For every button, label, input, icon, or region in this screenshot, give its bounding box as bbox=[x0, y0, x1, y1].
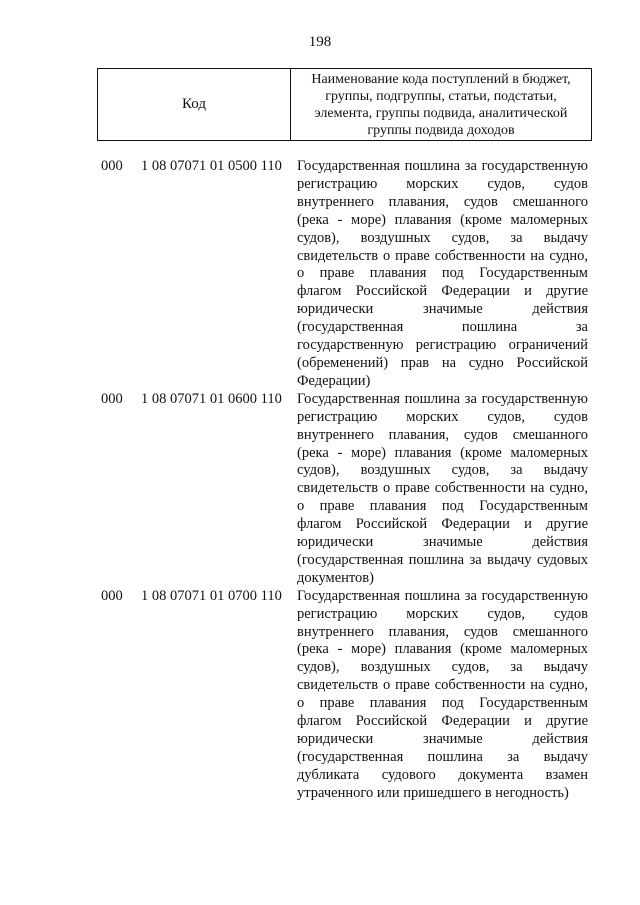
row-income-name: Государственная пошлина за государственную регистрацию морских судов, судов внутреннего плавания, судов смешанного (река - море) плавания (кроме маломерных судов), воздушных судов, за выдачу свидетельств о праве собственности на судно, о праве плавания под Государственным флагом Российской Федерации и другие юридически значимые действия (государственная пошлина за выдачу судовых документов) bbox=[297, 390, 588, 586]
page-number: 198 bbox=[308, 34, 332, 50]
row-income-code: 1 08 07071 01 0600 110 bbox=[141, 390, 282, 407]
row-admin-code: 000 bbox=[101, 158, 123, 174]
table-body bbox=[0, 158, 640, 803]
header-code: Код bbox=[98, 69, 291, 140]
row-income-name: Государственная пошлина за государственную регистрацию морских судов, судов внутреннего плавания, судов смешанного (река - море) плавания (кроме маломерных судов), воздушных судов, за выдачу свидетельств о праве собственности на судно, о праве плавания под Государственным флагом Российской Федерации и другие юридически значимые действия (государственная пошлина за государственную регистрацию ограничений (обременений) прав на судно Российской Федерации) bbox=[297, 158, 588, 389]
table-header bbox=[97, 68, 592, 141]
row-income-code: 1 08 07071 01 0500 110 bbox=[141, 158, 282, 174]
header-name: Наименование кода поступлений в бюджет, группы, подгруппы, статьи, подстатьи, элемента, группы подвида, аналитической группы подвида доходов bbox=[311, 71, 571, 138]
table-row bbox=[0, 588, 640, 803]
table-row bbox=[0, 391, 640, 588]
row-admin-code: 000 bbox=[101, 587, 123, 604]
row-admin-code: 000 bbox=[101, 390, 123, 407]
row-income-name: Государственная пошлина за государственную регистрацию морских судов, судов внутреннего плавания, судов смешанного (река - море) плавания (кроме маломерных судов), воздушных судов, за выдачу свидетельств о праве собственности на судно, о праве плавания под Государственным флагом Российской Федерации и другие юридически значимые действия (государственная пошлина за выдачу дубликата судового документа взамен утраченного или пришедшего в негодность) bbox=[297, 587, 588, 801]
table-row bbox=[0, 158, 640, 391]
row-income-code: 1 08 07071 01 0700 110 bbox=[141, 587, 282, 604]
